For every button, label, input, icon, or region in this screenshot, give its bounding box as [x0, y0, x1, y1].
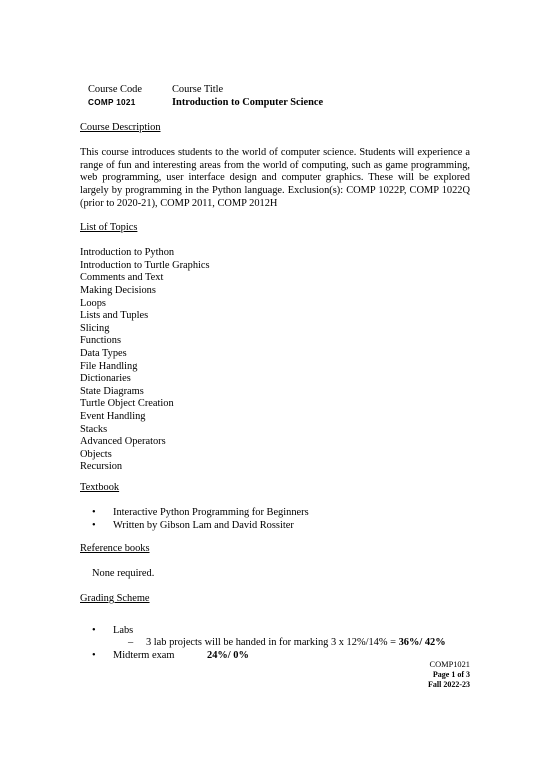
list-item: • Written by Gibson Lam and David Rossiter	[80, 520, 470, 533]
list-item: File Handling	[80, 360, 138, 372]
labs-detail: 3 lab projects will be handed in for marking 3 x 12%/14% =	[146, 637, 399, 649]
course-code-label: Course Code	[88, 84, 142, 95]
list-item: Introduction to Python	[80, 247, 175, 259]
grading-labs-item	[80, 625, 470, 638]
list-item: Slicing	[80, 322, 110, 334]
list-item: Recursion	[80, 461, 123, 473]
labs-total: 36%/ 42%	[398, 637, 446, 649]
footer-page-number: Page 1 of 3	[432, 670, 470, 680]
description-text: This course introduces students to the world of computer science. Students will experience a range of fun and interesting areas from the world of computing, such as game programming, web programming, user interface design and computer graphics. These will be explored largely by programming in the Python language. Exclusion(s): COMP 1022P, COMP 1022Q (prior to 2020-21), COMP 2011, COMP 2012H	[80, 147, 470, 209]
grading-list-2	[80, 650, 470, 663]
reference-text: None required.	[92, 568, 155, 580]
textbook-list	[80, 507, 470, 532]
reference-heading: Reference books	[80, 543, 150, 554]
list-item: Stacks	[80, 423, 108, 435]
midterm-value: 24%/ 0%	[207, 649, 249, 661]
topics-heading: List of Topics	[80, 222, 138, 233]
list-item: Making Decisions	[80, 284, 156, 296]
topics-section	[80, 222, 470, 474]
footer-course: COMP1021	[429, 660, 470, 669]
list-item: Functions	[80, 335, 121, 347]
list-item: Introduction to Turtle Graphics	[80, 259, 210, 271]
grading-section	[80, 593, 470, 662]
grading-heading: Grading Scheme	[80, 593, 150, 604]
list-item: Data Types	[80, 347, 127, 359]
course-header	[88, 84, 432, 109]
topics-list	[80, 247, 470, 474]
labs-label: Labs	[113, 624, 134, 636]
list-item: Advanced Operators	[80, 436, 166, 448]
list-item: Event Handling	[80, 410, 146, 422]
list-item: Comments and Text	[80, 272, 164, 284]
midterm-label: Midterm exam	[113, 649, 175, 661]
list-item: Turtle Object Creation	[80, 398, 174, 410]
grading-list	[80, 625, 470, 638]
labs-detail-row	[80, 637, 470, 650]
description-heading: Course Description	[80, 122, 161, 133]
document-page	[80, 0, 470, 777]
textbook-heading: Textbook	[80, 482, 120, 493]
textbook-section	[80, 482, 470, 532]
page-footer	[428, 660, 470, 691]
description-section	[80, 122, 470, 210]
course-title-label: Course Title	[172, 84, 224, 95]
list-item: Dictionaries	[80, 373, 131, 385]
list-item: State Diagrams	[80, 385, 144, 397]
reference-section	[80, 543, 470, 581]
list-item: Loops	[80, 297, 106, 309]
list-item: Lists and Tuples	[80, 310, 149, 322]
list-item: Objects	[80, 448, 112, 460]
list-item: • Interactive Python Programming for Beginners	[80, 507, 470, 520]
grading-midterm-item	[80, 650, 470, 663]
footer-term: Fall 2022-23	[428, 680, 470, 690]
course-title-value: Introduction to Computer Science	[172, 96, 324, 108]
course-code-value: COMP 1021	[88, 97, 136, 107]
